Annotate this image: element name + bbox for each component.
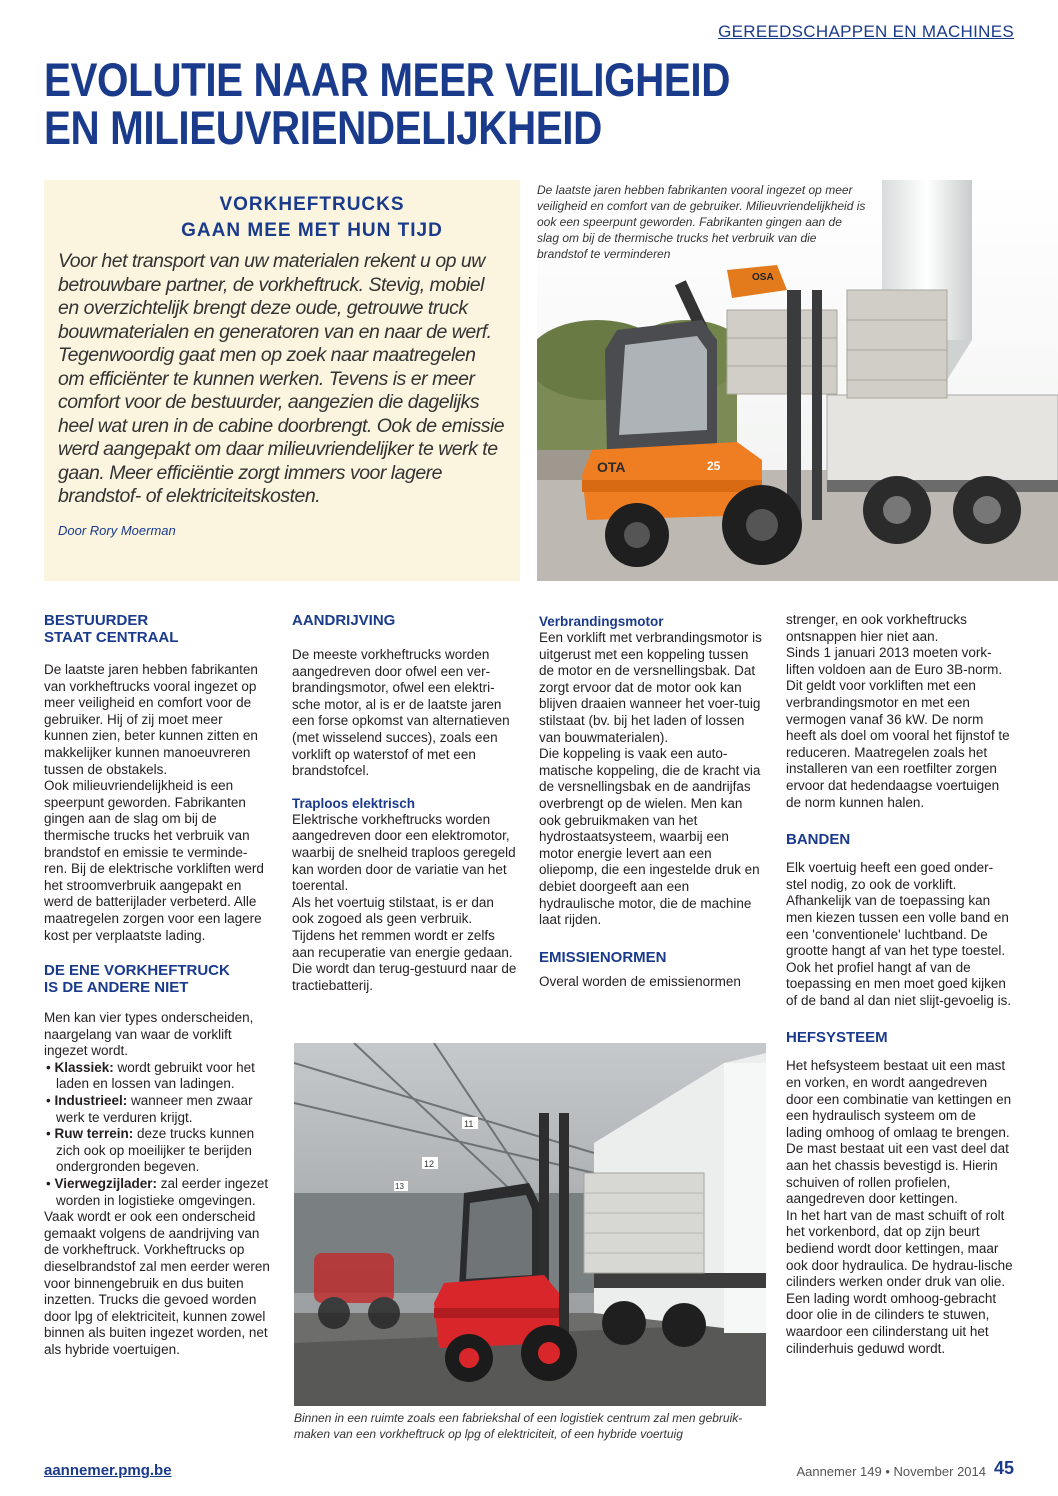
paragraph: De mast bestaat uit een vast deel dat aan het chassis bevestigd is. Hierin schuiven of rollen profielen, aangedreven door kettingen. bbox=[786, 1141, 1009, 1207]
heading-vorkheftruck-types bbox=[44, 962, 270, 996]
heading-types-line2: IS DE ANDERE NIET bbox=[44, 979, 189, 997]
page-number: 45 bbox=[993, 1458, 1014, 1478]
paragraph: Elk voertuig heeft een goed onder-stel nodig, zo ook de vorklift. Afhankelijk van de toepassing kan men kiezen tussen een volle band en een 'conventionele' luchtband. De grootte hangt af van het type toestel. Ook het profiel hangt af van de toepassing en men moet goed kijken of de band al dan niet slijt-gevoelig is. bbox=[786, 860, 1012, 1008]
bullet-text: wordt gebruikt voor het laden en lossen van ladingen. bbox=[56, 1059, 255, 1092]
bullet-text: wanneer men zwaar werk te verduren krijgt. bbox=[56, 1093, 253, 1125]
intro-subtitle-line2: GAAN MEE MET HUN TIJD bbox=[181, 220, 443, 241]
page-title-line2: EN MILIEUVRIENDELIJKHEID bbox=[44, 101, 602, 154]
paragraph: Overal worden de emissienormen bbox=[539, 973, 741, 989]
forklift-photo-warehouse bbox=[294, 1043, 766, 1406]
paragraph: strenger, en ook vorkheftrucks ontsnappen hier niet aan. bbox=[786, 612, 967, 644]
bullet-label: Vierwegzijlader: bbox=[54, 1176, 158, 1192]
heading-bestuurder-line1: BESTUURDER bbox=[44, 612, 149, 629]
heading-banden: BANDEN bbox=[786, 831, 851, 849]
bay-number: 11 bbox=[464, 1119, 474, 1129]
page-title-line1: EVOLUTIE NAAR MEER VEILIGHEID bbox=[44, 53, 730, 106]
paragraph: Die koppeling is vaak een auto-matische koppeling, die de kracht via de versnellingsbak en de aandrijfas overbrengt op de wielen. Men kan ook gebruikmaken van het hydrostaatsysteem, waarbij een motor energie levert aan een oliepomp, die een ingestelde druk en debiet doorgeeft aan een hydraulische motor, die de machine laat rijden. bbox=[539, 746, 761, 928]
photo-caption-warehouse: Binnen in een ruimte zoals een fabriekshal of een logistiek centrum zal men gebruik-maken van een vorkheftruck op lpg of elektriciteit, of een hybride voertuig bbox=[294, 1411, 743, 1441]
paragraph: In het hart van de mast schuift of rolt het vorkenbord, dat op zijn beurt bediend wordt door kettingen, maar ook door hydraulica. De hydrau-lische cilinders werken onder druk van olie. Een lading wordt omhoog-gebracht door olie in de cilinders te stuwen, waardoor een cilinderstang uit het cilinderhuis geduwd wordt. bbox=[786, 1207, 1013, 1356]
photo-caption-outdoor: De laatste jaren hebben fabrikanten vooral ingezet op meer veiligheid en comfort van de gebruiker. Milieuvriendelijkheid is ook een speerpunt geworden. Fabrikanten gingen aan de slag om bij de thermische trucks het verbruik van die brandstof te verminderen bbox=[537, 183, 866, 261]
section-tag: GEREEDSCHAPPEN EN MACHINES bbox=[718, 22, 1014, 41]
paragraph: Ook milieuvriendelijkheid is een speerpunt geworden. Fabrikanten gingen aan de slag om bij de thermische trucks het verbruik van brandstof en emissie te verminde-ren. Bij de elektrische vorkliften werd het stroomverbruik aangepakt en werd de batterijlader verbeterd. Alle maatregelen zorgen voor een lagere kost per verplaatste lading. bbox=[44, 778, 264, 943]
byline: Door Rory Moerman bbox=[58, 522, 176, 538]
paragraph: Elektrische vorkheftrucks worden aangedreven door een elektromotor, waarbij de snelheid traploos geregeld kan worden door de variatie van het toerental. bbox=[292, 811, 516, 894]
column-1 bbox=[44, 612, 270, 1359]
bullet-label: Ruw terrein: bbox=[54, 1126, 134, 1142]
column-2 bbox=[292, 612, 518, 994]
bullet-item: • Industrieel: wanneer men zwaar werk te verduren krijgt. bbox=[46, 1093, 253, 1125]
page-title bbox=[44, 53, 749, 154]
intro-text: Voor het transport van uw materialen rekent u op uw betrouwbare partner, de vorkheftruck. Stevig, mobiel en overzichtelijk brengt deze oude, getrouwe truck bouwmaterialen en generatoren van en naar de werf. Tegenwoordig gaat men op zoek naar maatregelen om efficiënter te kunnen werken. Tevens is er meer comfort voor de bestuurder, aangezien die dagelijks heel wat uren in de cabine doorbrengt. Ook de emissie werd aangepakt om daar milieuvriendelijker te werk te gaan. Meer efficiëntie zorgt immers voor lagere brandstof- of elektriciteitskosten. bbox=[58, 250, 505, 507]
truck-brand-label: OTA bbox=[597, 459, 626, 475]
column-3 bbox=[539, 614, 765, 990]
intro-box bbox=[44, 180, 520, 581]
bullet-label: Klassiek: bbox=[54, 1059, 114, 1075]
bullet-item: • Klassiek: wordt gebruikt voor het laden en lossen van ladingen. bbox=[46, 1059, 255, 1092]
paragraph: Sinds 1 januari 2013 moeten vork-liften voldoen aan de Euro 3B-norm. Dit geldt voor vorkliften met een verbrandingsmotor en met een vermogen vanaf 36 kW. De norm heeft als doel om vooral het fijnstof te reduceren. Maatregelen zoals het installeren van een roetfilter zorgen ervoor dat hedendaagse voertuigen de norm kunnen halen. bbox=[786, 645, 1010, 810]
paragraph: De laatste jaren hebben fabrikanten van vorkheftrucks vooral ingezet op meer veiligheid en comfort voor de gebruiker. Hij of zij moet meer kunnen zien, beter kunnen zitten en makkelijker kunnen manoeuvreren tussen de obstakels. bbox=[44, 662, 258, 777]
bullet-item: • Vierwegzijlader: zal eerder ingezet worden in logistieke omgevingen. bbox=[46, 1176, 269, 1208]
heading-types-line1: DE ENE VORKHEFTRUCK bbox=[44, 962, 230, 980]
paragraph: Een vorklift met verbrandingsmotor is uitgerust met een koppeling tussen de motor en de versnellingsbak. Dat zorgt ervoor dat de motor ook kan blijven draaien wanneer het voer-tuig stilstaat (bv. bij het laden of lossen van bouwmaterialen). bbox=[539, 630, 762, 745]
paragraph: Vaak wordt er ook een onderscheid gemaakt volgens de aandrijving van de vorkheftruck. Vorkheftrucks op dieselbrandstof zal men eerder weren voor binnengebruik en dus buiten inzetten. Trucks die gevoed worden door lpg of elektriciteit, kunnen zowel binnen als buiten ingezet worden, net als hybride voertuigen. bbox=[44, 1209, 270, 1357]
heading-hefsysteem: HEFSYSTEEM bbox=[786, 1029, 888, 1047]
subheading-verbrandingsmotor: Verbrandingsmotor bbox=[539, 614, 664, 629]
column-4 bbox=[786, 612, 1014, 1357]
paragraph: De meeste vorkheftrucks worden aangedreven door ofwel een ver-brandingsmotor, ofwel een elektri-sche motor, al is er de laatste jaren een forse opkomst van alternatieven (met wisselend succes), zoals een vorklift op waterstof of met een brandstofcel. bbox=[292, 647, 510, 779]
heading-bestuurder bbox=[44, 612, 270, 646]
footer-issue: Aannemer 149 • November 2014 bbox=[796, 1464, 986, 1479]
bullet-label: Industrieel: bbox=[54, 1093, 128, 1109]
heading-bestuurder-line2: STAAT CENTRAAL bbox=[44, 629, 179, 646]
paragraph: Als het voertuig stilstaat, is er dan ook zogoed als geen verbruik. Tijdens het remmen wordt er zelfs aan recuperatie van energie gedaan. Die wordt dan terug-gestuurd naar de tractiebatterij. bbox=[292, 894, 517, 993]
type-bullet-list bbox=[44, 1060, 270, 1209]
forklift-illustration-warehouse bbox=[294, 1043, 766, 1406]
paragraph: Het hefsysteem bestaat uit een mast en vorken, en wordt aangedreven door een combinatie van kettingen en een hydraulisch systeem om de lading omhoog of omlaag te brengen. bbox=[786, 1058, 1012, 1140]
bay-number: 13 bbox=[395, 1182, 404, 1191]
crane-label: OSA bbox=[752, 272, 774, 283]
heading-aandrijving: AANDRIJVING bbox=[292, 612, 396, 629]
paragraph: Men kan vier types onderscheiden, naargelang van waar de vorklift ingezet wordt. bbox=[44, 1010, 254, 1059]
bay-number: 12 bbox=[424, 1159, 435, 1169]
intro-subtitle bbox=[118, 192, 506, 244]
footer-website-link[interactable]: aannemer.pmg.be bbox=[44, 1462, 172, 1479]
bullet-text: deze trucks kunnen zich ook op moeilijker te berijden ondergronden begeven. bbox=[56, 1126, 255, 1175]
subheading-traploos: Traploos elektrisch bbox=[292, 795, 416, 811]
bullet-item: • Ruw terrein: deze trucks kunnen zich ook op moeilijker te berijden ondergronden begeven. bbox=[46, 1126, 255, 1175]
truck-model-label: 25 bbox=[707, 459, 721, 473]
intro-subtitle-line1: VORKHEFTRUCKS bbox=[219, 194, 405, 215]
heading-emissienormen: EMISSIENORMEN bbox=[539, 948, 667, 966]
bullet-text: zal eerder ingezet worden in logistieke omgevingen. bbox=[56, 1176, 269, 1208]
